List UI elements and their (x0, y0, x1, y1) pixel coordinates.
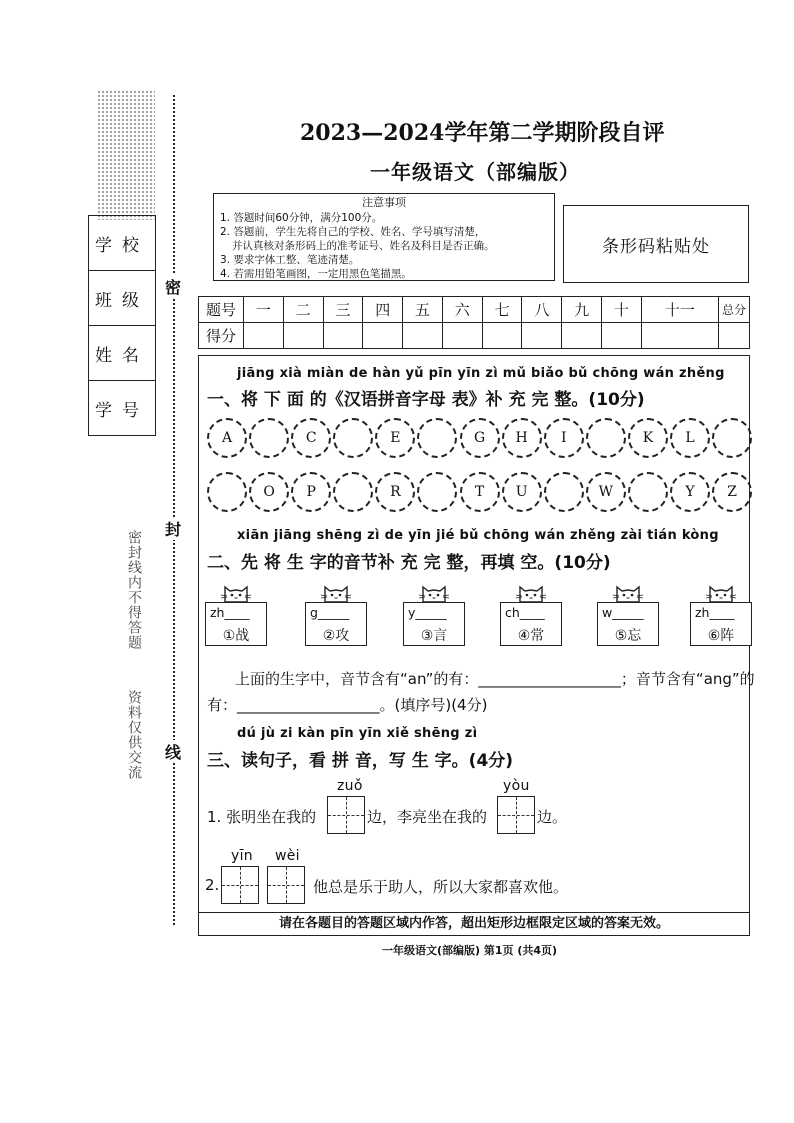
syllable-char: ⑤忘 (614, 628, 642, 644)
score-col: 九 (562, 297, 602, 323)
letter-circle: G (460, 418, 500, 458)
q3-s2-text: 他总是乐于助人，所以大家都喜欢他。 (313, 878, 569, 896)
syllable-card (597, 582, 659, 646)
faded-note-1: 密封线内不得答题 (126, 530, 142, 650)
letter-circle: K (628, 418, 668, 458)
score-col: 二 (283, 297, 323, 323)
letter-blank[interactable] (544, 472, 584, 512)
syllable-blank[interactable]: zh____ (695, 605, 735, 620)
letter-blank[interactable] (249, 418, 289, 458)
score-col: 十一 (641, 297, 718, 323)
notice-item: 4. 若需用铅笔画图，一定用黑色笔描黑。 (220, 268, 412, 280)
score-cell[interactable] (482, 323, 522, 349)
barcode-label: 条形码粘贴处 (602, 236, 710, 257)
letter-circle: C (291, 418, 331, 458)
syllable-box[interactable] (305, 602, 367, 646)
char-grid-wei[interactable] (267, 866, 305, 904)
char-grid-zuo[interactable] (327, 796, 365, 834)
score-col: 七 (482, 297, 522, 323)
score-col: 四 (363, 297, 403, 323)
score-col: 八 (522, 297, 562, 323)
barcode-area (563, 205, 749, 283)
q3-s1-part2: 边，李亮坐在我的 (367, 808, 488, 826)
letter-blank[interactable] (628, 472, 668, 512)
score-cell[interactable] (363, 323, 403, 349)
letter-circle: A (207, 418, 247, 458)
letter-circle: E (375, 418, 415, 458)
notice-item: 1. 答题时间60分钟，满分100分。 (220, 212, 383, 224)
letter-circle: I (544, 418, 584, 458)
score-cell[interactable] (244, 323, 284, 349)
q3-title: 三、读句子，看 拼 音，写 生 字。(4分) (207, 751, 514, 771)
letter-blank[interactable] (333, 418, 373, 458)
q1-pinyin: jiāng xià miàn de hàn yǔ pīn yīn zì mǔ biǎo bǔ chōng wán zhěng (237, 366, 725, 381)
footer-notice: 请在各题目的答题区域内作答，超出矩形边框限定区域的答案无效。 (198, 912, 750, 936)
syllable-blank[interactable]: g_____ (310, 605, 350, 620)
syllable-blank[interactable]: w_____ (602, 605, 644, 620)
score-cell[interactable] (641, 323, 718, 349)
letter-circle: O (249, 472, 289, 512)
syllable-box[interactable] (690, 602, 752, 646)
notice-item: 3. 要求字体工整、笔迹清楚。 (220, 254, 360, 266)
letter-circle: L (670, 418, 710, 458)
pinyin-wei: wèi (275, 848, 300, 864)
syllable-box[interactable] (205, 602, 267, 646)
score-cell[interactable] (403, 323, 443, 349)
syllable-card (690, 582, 752, 646)
syllable-blank[interactable]: y_____ (408, 605, 447, 620)
score-cell[interactable] (283, 323, 323, 349)
score-col-total: 总分 (719, 297, 750, 323)
score-cell[interactable] (562, 323, 602, 349)
q2-fill-line-2: 有：___________________。(填序号)(4分) (207, 696, 488, 714)
exam-subtitle: 一年级语文（部编版） (370, 160, 580, 184)
notice-item: 并认真核对条形码上的准考证号、姓名及科目是否正确。 (232, 240, 495, 252)
cat-icon (706, 582, 736, 604)
syllable-char: ⑥阵 (707, 628, 735, 644)
syllable-card (305, 582, 367, 646)
letter-blank[interactable] (586, 418, 626, 458)
syllable-char: ②攻 (322, 628, 350, 644)
score-cell[interactable] (522, 323, 562, 349)
score-col: 三 (323, 297, 363, 323)
alphabet-row-1 (207, 418, 754, 458)
syllable-char: ①战 (222, 628, 250, 644)
score-cell[interactable] (719, 323, 750, 349)
syllable-card (205, 582, 267, 646)
faded-note-2: 资料仅供交流 (126, 690, 142, 780)
score-header-label: 题号 (199, 297, 244, 323)
alphabet-row-2 (207, 472, 754, 512)
cat-icon (419, 582, 449, 604)
letter-circle: P (291, 472, 331, 512)
letter-circle: U (502, 472, 542, 512)
syllable-box[interactable] (597, 602, 659, 646)
score-table (198, 296, 750, 349)
school-label: 学校 (89, 216, 156, 271)
q2-fill-line-1: 上面的生字中，音节含有“an”的有：___________________；音节含有“ang”的 (235, 670, 755, 688)
pinyin-you: yòu (503, 778, 530, 794)
letter-circle: T (460, 472, 500, 512)
syllable-blank[interactable]: ch____ (505, 605, 545, 620)
letter-blank[interactable] (207, 472, 247, 512)
q3-s2-num: 2. (205, 876, 220, 894)
page-number: 一年级语文(部编版) 第1页 (共4页) (382, 944, 558, 957)
seal-feng: 封 (165, 517, 181, 540)
class-label: 班级 (89, 271, 156, 326)
seal-xian: 线 (165, 740, 181, 763)
notice-box (213, 193, 555, 281)
syllable-char: ③言 (420, 628, 448, 644)
cat-icon (321, 582, 351, 604)
notice-item: 2. 答题前，学生先将自己的学校、姓名、学号填写清楚， (220, 226, 486, 238)
score-col: 五 (403, 297, 443, 323)
pinyin-yin: yīn (231, 848, 253, 864)
char-grid-you[interactable] (497, 796, 535, 834)
syllable-char: ④常 (517, 628, 545, 644)
notice-title: 注意事项 (362, 196, 406, 209)
letter-blank[interactable] (417, 472, 457, 512)
score-col: 十 (602, 297, 642, 323)
student-info-table (88, 215, 156, 436)
seal-line (173, 95, 175, 925)
letter-blank[interactable] (417, 418, 457, 458)
cat-icon (221, 582, 251, 604)
score-cell[interactable] (602, 323, 642, 349)
syllable-box[interactable] (500, 602, 562, 646)
q3-s1-part1: 1. 张明坐在我的 (207, 808, 317, 826)
cat-icon (613, 582, 643, 604)
letter-circle: H (502, 418, 542, 458)
syllable-box[interactable] (403, 602, 465, 646)
q1-title: 一、将 下 面 的《汉语拼音字母 表》补 充 完 整。(10分) (207, 390, 645, 410)
q2-title: 二、先 将 生 字的音节补 充 完 整，再填 空。(10分) (207, 553, 611, 573)
exam-title: 2023—2024学年第二学期阶段自评 (300, 120, 665, 146)
syllable-card (403, 582, 465, 646)
cat-icon (516, 582, 546, 604)
score-cell[interactable] (442, 323, 482, 349)
name-label: 姓名 (89, 326, 156, 381)
letter-circle: Z (712, 472, 752, 512)
seal-mi: 密 (165, 275, 181, 298)
student-id-label: 学号 (89, 381, 156, 436)
letter-circle: W (586, 472, 626, 512)
q2-pinyin: xiān jiāng shēng zì de yīn jié bǔ chōng wán zhěng zài tián kòng (237, 528, 719, 543)
score-row-label: 得分 (199, 323, 244, 349)
letter-circle: R (375, 472, 415, 512)
q3-pinyin: dú jù zi kàn pīn yīn xiě shēng zì (237, 726, 478, 741)
syllable-blank[interactable]: zh____ (210, 605, 250, 620)
score-col: 六 (442, 297, 482, 323)
syllable-card (500, 582, 562, 646)
halftone-pattern (97, 90, 155, 220)
char-grid-yin[interactable] (221, 866, 259, 904)
letter-blank[interactable] (333, 472, 373, 512)
pinyin-zuo: zuǒ (337, 778, 363, 794)
letter-circle: Y (670, 472, 710, 512)
score-cell[interactable] (323, 323, 363, 349)
q3-s1-part3: 边。 (537, 808, 568, 826)
score-col: 一 (244, 297, 284, 323)
letter-blank[interactable] (712, 418, 752, 458)
